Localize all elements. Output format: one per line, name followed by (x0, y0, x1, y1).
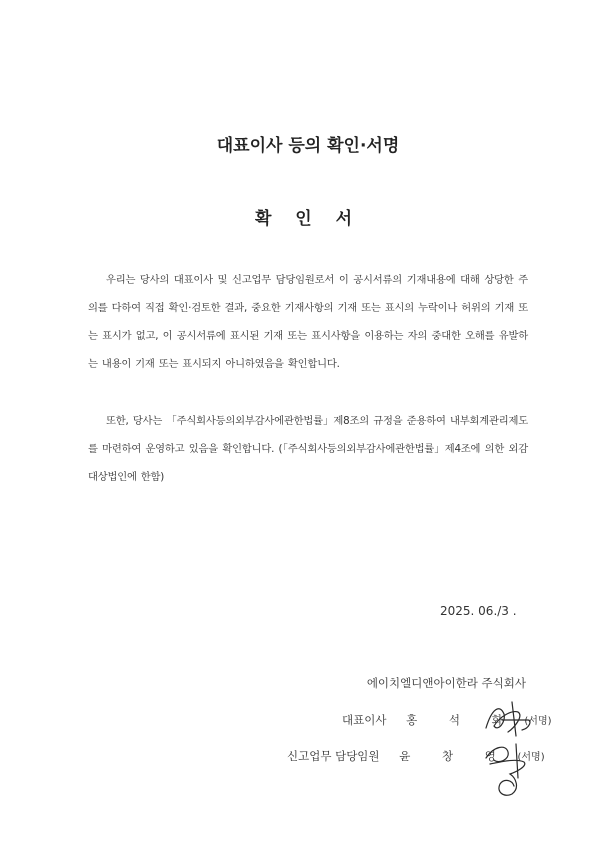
signer-officer-seal: (서명) (517, 752, 545, 763)
confirmation-paragraph-2: 또한, 당사는 「주식회사등의외부감사에관한법률」제8조의 규정을 준용하여 내부회계관리제도를 마련하여 운영하고 있음을 확인합니다. (「주식회사등의외부감사에관한법률」제4조에 의한 외감대상법인에 한함) (88, 415, 528, 483)
signer-ceo-name: 홍 석 화 (406, 713, 517, 727)
signer-officer-name: 윤 창 영 (399, 749, 510, 763)
signing-date: 2025. 06./3 . (440, 604, 517, 618)
confirmation-paragraph-1: 우리는 당사의 대표이사 및 신고업무 담당임원로서 이 공시서류의 기재내용에 대해 상당한 주의를 다하여 직접 확인·검토한 결과, 중요한 기재사항의 기재 또는 표시의 누락이나 허위의 기재 또는 표시가 없고, 이 공시서류에 표시된 기재 또는 표시사항을 이용하는 자의 중대한 오해를 유발하는 내용이 기재 또는 표시되지 아니하였음을 확인합니다. (88, 274, 528, 370)
signer-ceo (342, 712, 552, 728)
document-heading: 대표이사 등의 확인·서명 (216, 136, 400, 156)
company-name: 에이치엘디앤아이한라 주식회사 (366, 676, 526, 690)
signer-officer-role: 신고업무 담당임원 (287, 749, 380, 763)
signer-ceo-role: 대표이사 (342, 713, 387, 727)
document-subheading: 확 인 서 (254, 209, 362, 229)
signer-ceo-seal: (서명) (524, 716, 552, 727)
signer-disclosure-officer (287, 748, 545, 764)
